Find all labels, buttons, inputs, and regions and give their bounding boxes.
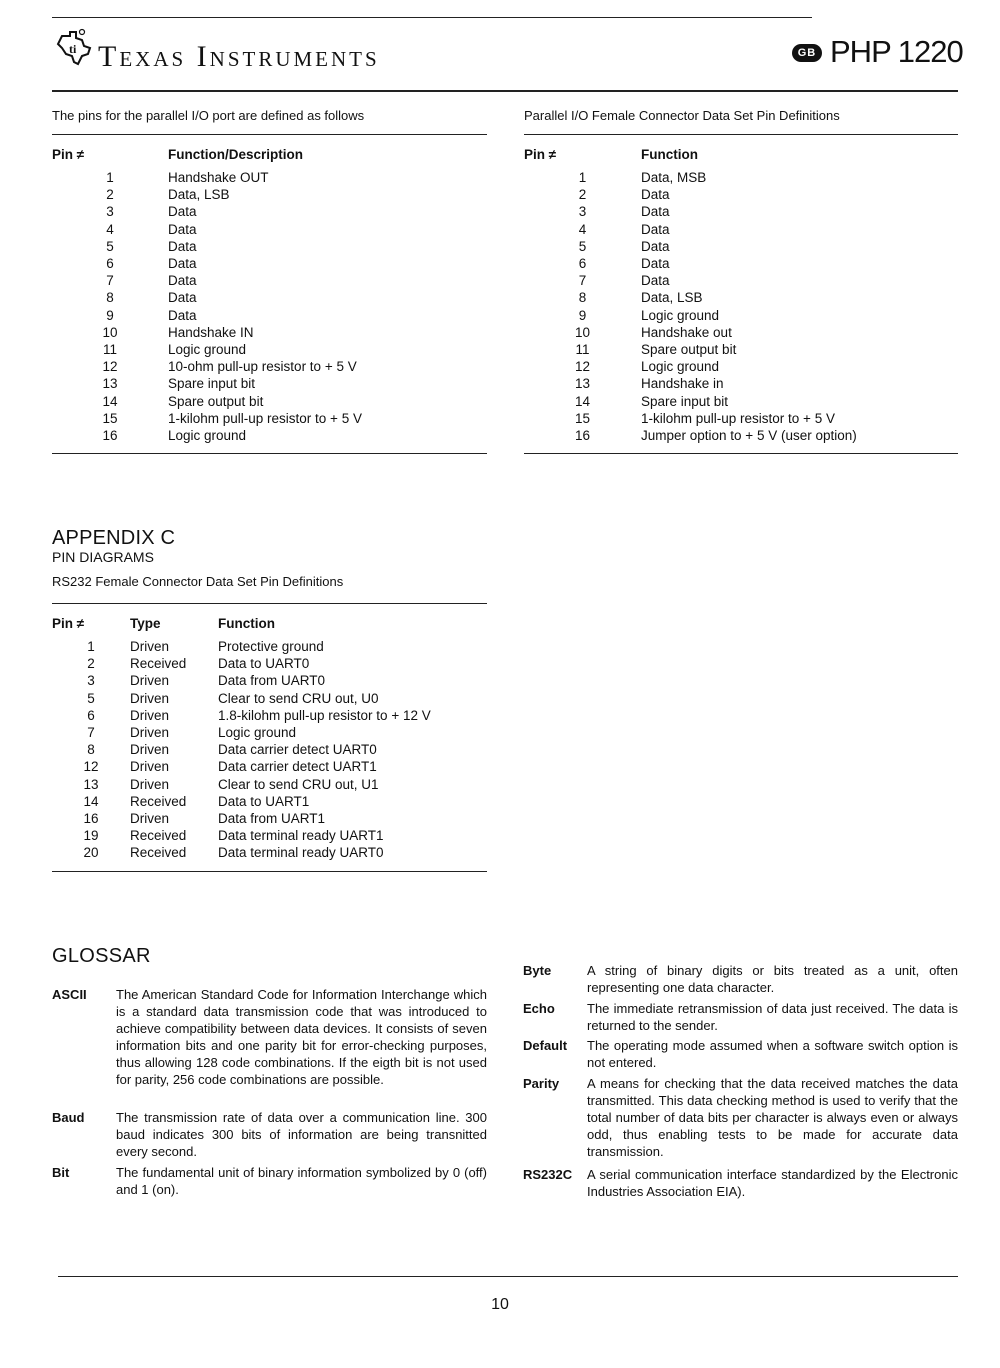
glossary-definition: The immediate retransmission of data just received. The data is returned to the sender. [587, 1001, 958, 1033]
table-row [52, 810, 487, 827]
function-cell: Data [641, 273, 670, 289]
function-cell: Spare input bit [168, 376, 256, 392]
table-row [52, 844, 487, 861]
pin-cell: 5 [578, 238, 587, 254]
type-cell: Received [130, 656, 187, 672]
table-row [524, 203, 958, 220]
parallel-female-table [524, 147, 958, 444]
rs232-table [52, 616, 487, 862]
table-row [52, 427, 487, 444]
appendix-subtitle: PIN DIAGRAMS [52, 549, 154, 565]
type-cell: Driven [130, 673, 170, 689]
table-row [52, 393, 487, 410]
pin-cell: 2 [578, 187, 587, 203]
function-cell: Data [641, 204, 670, 220]
table-row [52, 203, 487, 220]
footer-rule [58, 1276, 958, 1277]
table-row [52, 793, 487, 810]
table-row [524, 238, 958, 255]
table-row [52, 169, 487, 186]
pin-cell: 12 [102, 359, 118, 375]
glossary-definition: The transmission rate of data over a communication line. 300 baud indicates 300 bits of information are being transnitted every second. [116, 1110, 487, 1159]
function-cell: Data terminal ready UART0 [218, 845, 384, 861]
function-cell: 1-kilohm pull-up resistor to + 5 V [168, 410, 362, 426]
function-cell: Logic ground [641, 307, 720, 323]
function-cell: Handshake out [641, 324, 732, 340]
type-cell: Driven [130, 811, 170, 827]
glossary-definition: The operating mode assumed when a software switch option is not entered. [587, 1038, 958, 1070]
type-cell: Driven [130, 759, 170, 775]
function-cell: Logic ground [168, 342, 247, 358]
table-row [524, 272, 958, 289]
table-row [524, 255, 958, 272]
table-row [524, 324, 958, 341]
table-row [524, 410, 958, 427]
table-row [52, 724, 487, 741]
table-row [52, 410, 487, 427]
function-cell: Data [168, 273, 197, 289]
function-cell: Data [641, 238, 670, 254]
pin-cell: 14 [102, 393, 118, 409]
appendix-caption: RS232 Female Connector Data Set Pin Definitions [52, 574, 344, 589]
table-row [524, 341, 958, 358]
function-cell: Data [168, 221, 197, 237]
pin-cell: 6 [106, 256, 114, 272]
table-header-row [52, 147, 487, 169]
table-row [52, 341, 487, 358]
function-cell: Clear to send CRU out, U1 [218, 776, 379, 792]
function-cell: 1.8-kilohm pull-up resistor to + 12 V [218, 707, 431, 723]
pin-cell: 8 [106, 290, 114, 306]
table-row [52, 758, 487, 775]
type-cell: Driven [130, 690, 170, 706]
function-cell: Data [168, 204, 197, 220]
pin-cell: 12 [574, 359, 591, 375]
function-cell: Data [168, 238, 197, 254]
type-cell: Driven [130, 725, 170, 741]
glossary-term: ASCII [52, 987, 87, 1002]
table-header-row [52, 616, 487, 638]
pin-cell: 2 [87, 656, 95, 672]
pin-cell: 16 [102, 428, 118, 444]
table-row [52, 186, 487, 203]
function-cell: Handshake in [641, 376, 724, 392]
table-row [52, 707, 487, 724]
pin-cell: 10 [102, 324, 118, 340]
col-header-function: Function/Description [168, 147, 303, 162]
function-cell: Data terminal ready UART1 [218, 828, 384, 844]
pin-cell: 14 [574, 393, 591, 409]
table-row [524, 427, 958, 444]
parallel-port-bottom-rule [52, 453, 487, 454]
pin-cell: 16 [574, 428, 591, 444]
function-cell: Data, LSB [168, 187, 230, 203]
parallel-female-top-rule [524, 134, 958, 135]
function-cell: Data [168, 256, 197, 272]
table-row [52, 255, 487, 272]
pin-cell: 9 [106, 307, 114, 323]
pin-cell: 5 [106, 238, 114, 254]
appendix-top-rule [52, 603, 487, 604]
function-cell: Spare input bit [641, 393, 729, 409]
glossary-definition: The American Standard Code for Information Interchange which is a standard data transmission code that was introduced to achieve compatibility between data devices. It consists of seven information bits and one parity bit for error-checking purposes, thus allowing 128 code combinations. If the eigth bit is not used for parity, 256 code combinations are possible. [116, 987, 487, 1087]
table-row [52, 221, 487, 238]
col-header-pin: Pin ≠ [524, 147, 557, 162]
function-cell: Data from UART1 [218, 811, 326, 827]
table-row [524, 358, 958, 375]
table-header-row [524, 147, 958, 169]
glossary-definition: A serial communication interface standardized by the Electronic Industries Association EIA). [587, 1167, 958, 1199]
table-row [524, 186, 958, 203]
pin-cell: 7 [578, 273, 587, 289]
parallel-port-top-rule [52, 134, 487, 135]
type-cell: Driven [130, 776, 170, 792]
pin-cell: 9 [578, 307, 587, 323]
type-cell: Driven [130, 707, 170, 723]
table-row [52, 324, 487, 341]
pin-cell: 1 [87, 639, 95, 654]
function-cell: Data, LSB [641, 290, 703, 306]
function-cell: Logic ground [641, 359, 720, 375]
pin-cell: 6 [578, 256, 587, 272]
pin-cell: 11 [575, 342, 590, 358]
brand-text: Texas Instruments [98, 40, 380, 73]
type-cell: Driven [130, 639, 170, 654]
table-row [524, 169, 958, 186]
table-row [52, 655, 487, 672]
gb-badge: GB [792, 44, 822, 62]
function-cell: Data [641, 221, 670, 237]
function-cell: Data, MSB [641, 170, 707, 185]
pin-cell: 1 [106, 170, 114, 185]
pin-cell: 7 [106, 273, 114, 289]
pin-cell: 20 [83, 845, 99, 861]
function-cell: Spare output bit [641, 342, 737, 358]
glossary-term: Echo [523, 1001, 555, 1016]
function-cell: 1-kilohm pull-up resistor to + 5 V [641, 410, 835, 426]
parallel-female-caption: Parallel I/O Female Connector Data Set Pin Definitions [524, 108, 840, 123]
page-number: 10 [491, 1296, 509, 1313]
pin-cell: 4 [578, 221, 587, 237]
function-cell: Data [641, 256, 670, 272]
table-row [52, 289, 487, 306]
table-row [524, 307, 958, 324]
table-row [52, 672, 487, 689]
glossary-definition: A means for checking that the data received matches the data transmitted. This data checking method is used to verify that the total number of data bits per character is always even or always odd, thus enabling tests to be made for accurate data transmission. [587, 1076, 958, 1159]
table-row [524, 289, 958, 306]
type-cell: Received [130, 793, 187, 809]
glossary-term: Bit [52, 1165, 70, 1180]
function-cell: Jumper option to + 5 V (user option) [641, 428, 857, 444]
pin-cell: 2 [106, 187, 114, 203]
type-cell: Received [130, 845, 187, 861]
table-row [52, 638, 487, 655]
pin-cell: 15 [574, 410, 591, 426]
glossary-term: Baud [52, 1110, 85, 1125]
pin-cell: 13 [574, 376, 591, 392]
pin-cell: 12 [83, 759, 99, 775]
table-row [52, 272, 487, 289]
header-rule [52, 90, 958, 92]
glossary-term: RS232C [523, 1167, 573, 1182]
glossary-term: Byte [523, 963, 552, 978]
function-cell: Data carrier detect UART1 [218, 759, 377, 775]
type-cell: Driven [130, 742, 170, 758]
svg-text:ti: ti [69, 42, 77, 56]
table-row [52, 827, 487, 844]
table-row [52, 238, 487, 255]
pin-cell: 5 [87, 690, 95, 706]
pin-cell: 8 [87, 742, 95, 758]
table-row [52, 358, 487, 375]
function-cell: Logic ground [168, 428, 247, 444]
glossary-term: Default [523, 1038, 568, 1053]
glossary-definition: A string of binary digits or bits treated as a unit, often representing one data character. [587, 963, 958, 995]
function-cell: Data to UART1 [218, 793, 310, 809]
table-row [524, 221, 958, 238]
function-cell: Data to UART0 [218, 656, 310, 672]
pin-cell: 14 [83, 793, 99, 809]
table-row [52, 776, 487, 793]
appendix-title: APPENDIX C [52, 527, 176, 549]
function-cell: 10-ohm pull-up resistor to + 5 V [168, 359, 357, 375]
glossary-title: GLOSSAR [52, 945, 151, 967]
pin-cell: 3 [106, 204, 114, 220]
pin-cell: 16 [83, 811, 99, 827]
function-cell: Data carrier detect UART0 [218, 742, 377, 758]
col-header-pin: Pin ≠ [52, 616, 85, 631]
table-row [52, 741, 487, 758]
parallel-port-caption: The pins for the parallel I/O port are defined as follows [52, 108, 365, 123]
function-cell: Clear to send CRU out, U0 [218, 690, 379, 706]
pin-cell: 10 [574, 324, 591, 340]
function-cell: Protective ground [218, 639, 324, 654]
pin-cell: 4 [106, 221, 114, 237]
pin-cell: 19 [83, 828, 99, 844]
texas-instruments-logo-icon [52, 28, 96, 68]
pin-cell: 13 [83, 776, 99, 792]
pin-cell: 15 [102, 410, 118, 426]
col-header-type: Type [130, 616, 161, 631]
function-cell: Handshake OUT [168, 170, 269, 185]
pin-cell: 3 [87, 673, 95, 689]
col-header-pin: Pin ≠ [52, 147, 85, 162]
function-cell: Data [168, 307, 197, 323]
table-row [52, 375, 487, 392]
pin-cell: 6 [87, 707, 95, 723]
pin-cell: 11 [102, 342, 117, 358]
function-cell: Logic ground [218, 725, 297, 741]
pin-cell: 3 [578, 204, 587, 220]
glossary-definition: The fundamental unit of binary information symbolized by 0 (off) and 1 (on). [116, 1165, 487, 1197]
table-row [52, 690, 487, 707]
table-row [524, 375, 958, 392]
pin-cell: 7 [87, 725, 95, 741]
parallel-port-table [52, 147, 487, 444]
pin-cell: 8 [578, 290, 587, 306]
function-cell: Data [641, 187, 670, 203]
appendix-bottom-rule [52, 871, 487, 872]
function-cell: Data from UART0 [218, 673, 326, 689]
table-row [524, 393, 958, 410]
parallel-female-bottom-rule [524, 453, 958, 454]
pin-cell: 1 [578, 170, 587, 185]
col-header-function: Function [641, 147, 698, 162]
type-cell: Received [130, 828, 187, 844]
glossary-term: Parity [523, 1076, 560, 1091]
function-cell: Handshake IN [168, 324, 254, 340]
col-header-function: Function [218, 616, 275, 631]
model-number: PHP 1220 [830, 34, 963, 69]
table-row [52, 307, 487, 324]
brand-name [98, 40, 380, 74]
function-cell: Spare output bit [168, 393, 264, 409]
pin-cell: 13 [102, 376, 118, 392]
function-cell: Data [168, 290, 197, 306]
top-rule [52, 17, 812, 18]
